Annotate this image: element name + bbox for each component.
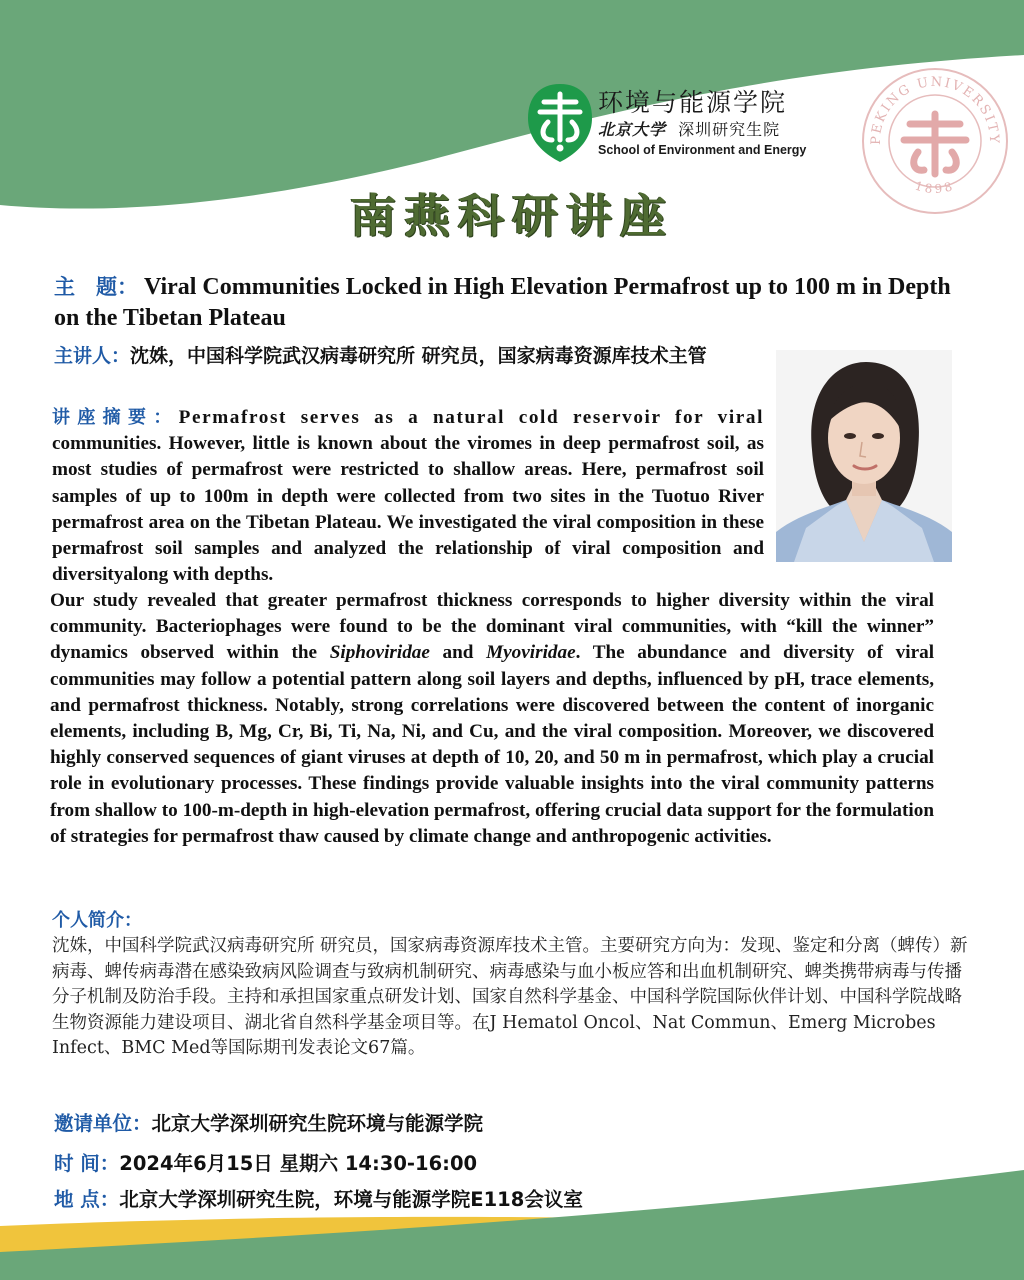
abstract-body: [50, 588, 934, 850]
place-value: 北京大学深圳研究生院，环境与能源学院E118会议室: [119, 1188, 583, 1211]
abstract-and: and: [442, 642, 474, 664]
campus-name-cn: 深圳研究生院: [678, 120, 781, 139]
topic: [54, 272, 954, 334]
topic-label: 主 题：: [54, 275, 138, 299]
speaker-text: 沈姝，中国科学院武汉病毒研究所 研究员，国家病毒资源库技术主管: [130, 345, 707, 367]
abstract-part2a: Our study revealed that greater permafrost thickness corresponds to higher diversity within the viral community. Bacteriophages were found to be the dominant viral communities, with “kill the winner” dynamics observed within the: [50, 590, 934, 664]
abstract-part2b: . The abundance and diversity of viral communities may follow a potential pattern along soil layers and depths, influenced by pH, trace elements, and permafrost thickness. Notably, strong correlations were discovered between the content of inorganic elements, including B, Mg, Cr, Bi, Ti, Na, Ni, and Cu, and the viral composition. Moreover, we discovered highly conserved sequences of giant viruses at depth of 10, 20, and 50 m in permafrost, which play a crucial role in evolutionary processes. These findings provide valuable insights into the viral community patterns from shallow to 100-m-depth in high-elevation permafrost, offering crucial data support for the formulation of strategies for permafrost thaw caused by climate change and anthropogenic activities.: [50, 642, 935, 847]
svg-text:PEKING UNIVERSITY: PEKING UNIVERSITY: [868, 74, 1002, 146]
bio-label: 个人简介：: [52, 910, 142, 931]
abstract-part1: communities. However, little is known about the viromes in deep permafrost soil, as most studies of permafrost were restricted to shallow areas. Here, permafrost soil samples of up to 100m in depth were collected from two sites in the Tuotuo River permafrost area on the Tibetan Plateau. We investigated the viral composition in these permafrost soil samples and analyzed the relationship of viral composition and diversityalong with depths.: [52, 433, 764, 586]
school-name-cn: 环境与能源学院: [598, 88, 788, 117]
topic-text: Viral Communities Locked in High Elevation Permafrost up to 100 m in Depth on the Tibetan Plateau: [54, 274, 951, 331]
abstract-label: 讲座摘要：: [52, 407, 179, 428]
lecture-series-title: 南燕科研讲座: [350, 189, 674, 243]
pku-script: 北京大学: [598, 120, 667, 139]
ses-logo-icon: [526, 82, 594, 164]
host-line: [54, 1108, 954, 1136]
abstract-intro: [52, 405, 764, 588]
speaker-photo: [776, 350, 952, 562]
speaker: [54, 342, 754, 371]
school-name-en: School of Environment and Energy: [598, 143, 807, 157]
place-line: [54, 1184, 954, 1212]
host-value: 北京大学深圳研究生院环境与能源学院: [151, 1112, 484, 1135]
place-label: 地 点：: [54, 1188, 120, 1211]
bio-text: 沈姝，中国科学院武汉病毒研究所 研究员，国家病毒资源库技术主管。主要研究方向为：发现、鉴定和分离（蜱传）新病毒、蜱传病毒潜在感染致病风险调查与致病机制研究、病毒感染与血小板应答和出血机制研究、蜱类携带病毒与传播分子机制及防治手段。主持和承担国家重点研发计划、国家自然科学基金、中国科学院国际伙伴计划、中国科学院战略生物资源能力建设项目、湖北省自然科学基金项目等。在J Hematol Oncol、Nat Commun、Emerg Microbes Infect、BMC Med等国际期刊发表论文67篇。: [52, 936, 968, 1058]
time-line: [54, 1148, 954, 1176]
svg-text:1898: 1898: [913, 178, 957, 197]
school-name-block: [598, 88, 806, 157]
abstract-lead: Permafrost serves as a natural cold reservoir for viral: [178, 407, 765, 428]
taxon-siphoviridae: Siphoviridae: [329, 642, 430, 664]
host-label: 邀请单位：: [54, 1112, 152, 1135]
campus-line: [598, 120, 806, 140]
time-value: 2024年6月15日 星期六 14:30-16:00: [119, 1152, 478, 1175]
speaker-label: 主讲人：: [54, 345, 131, 367]
taxon-myoviridae: Myoviridae: [486, 642, 576, 664]
time-label: 时 间：: [54, 1152, 120, 1175]
